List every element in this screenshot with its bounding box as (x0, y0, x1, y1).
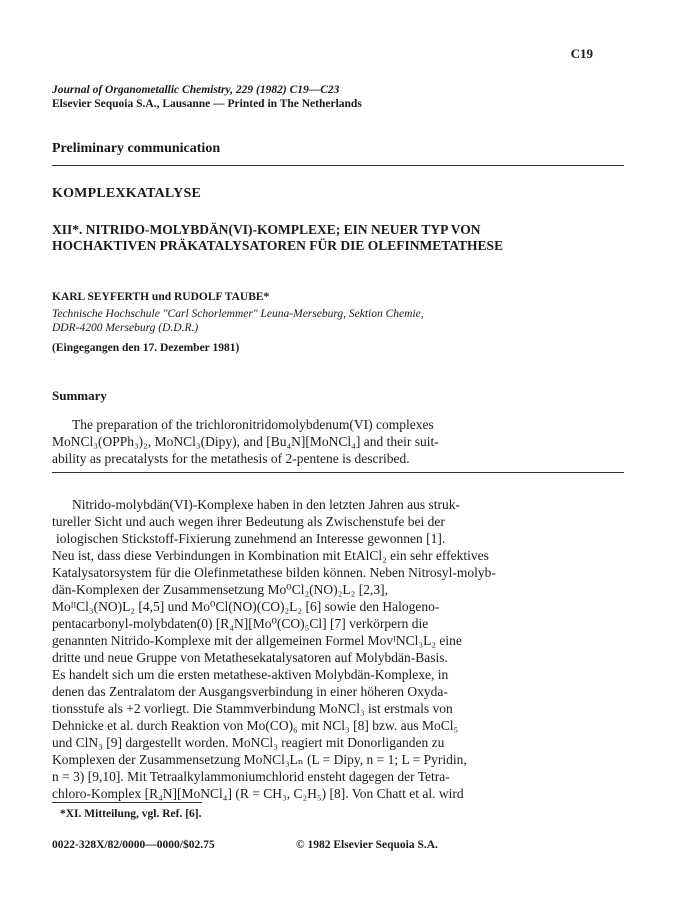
footnote-rule (52, 802, 202, 803)
affiliation-line: Technische Hochschule "Carl Schorlemmer" Leuna-Merseburg, Sektion Chemie, (52, 308, 424, 320)
body-line: chloro-Komplex [R₄N][MoNCl₄] (R = CH₃, C₂H₅) [8]. Von Chatt et al. wird (52, 786, 464, 801)
body-line: Katalysatorsystem für die Olefinmetathese bilden können. Neben Nitrosyl-molyb- (52, 565, 496, 580)
body-line: Neu ist, dass diese Verbindungen in Kombination mit EtAlCl₂ ein sehr effektives (52, 548, 489, 563)
body-line: tureller Sicht und auch wegen ihrer Bedeutung als Zwischenstufe bei der (52, 514, 445, 529)
body-line: Es handelt sich um die ersten metathese-aktiven Molybdän-Komplexe, in (52, 667, 449, 682)
series-title: KOMPLEXKATALYSE (52, 186, 201, 201)
body-line: n = 3) [9,10]. Mit Tetraalkylammoniumchlorid ensteht dagegen der Tetra- (52, 769, 450, 784)
divider-top (52, 165, 624, 166)
body-line: tionsstufe als +2 vorliegt. Die Stammverbindung MoNCl₃ ist erstmals von (52, 701, 453, 716)
body-line: Nitrido-molybdän(VI)-Komplexe haben in den letzten Jahren aus struk- (72, 497, 461, 512)
divider-summary (52, 472, 624, 473)
authors: KARL SEYFERTH und RUDOLF TAUBE* (52, 291, 270, 303)
received-date: (Eingegangen den 17. Dezember 1981) (52, 342, 240, 354)
affiliation-line: DDR-4200 Merseburg (D.D.R.) (52, 322, 199, 334)
body-line: dän-Komplexen der Zusammensetzung Mo⁰Cl₂(NO)₂L₂ [2,3], (52, 582, 388, 597)
summary-line: The preparation of the trichloronitridomolybdenum(VI) complexes (72, 417, 434, 432)
body-line: Dehnicke et al. durch Reaktion von Mo(CO)₆ mit NCl₃ [8] bzw. aus MoCl₅ (52, 718, 459, 733)
body-line: denen das Zentralatom der Ausgangsverbindung in einer höheren Oxyda- (52, 684, 448, 699)
title-line: HOCHAKTIVEN PRÄKATALYSATOREN FÜR DIE OLEFINMETATHESE (52, 238, 504, 253)
body-line: und ClN₃ [9] dargestellt worden. MoNCl₃ reagiert mit Donorliganden zu (52, 735, 445, 750)
body-line: genannten Nitrido-Komplexe mit der allgemeinen Formel MoᴠᴵNCl₃L₂ eine (52, 633, 462, 648)
body-line: Komplexen der Zusammensetzung MoNCl₃Lₙ (L = Dipy, n = 1; L = Pyridin, (52, 752, 467, 767)
body-line: pentacarbonyl-molybdaten(0) [R₄N][Mo⁰(CO)₅Cl] [7] verkörpern die (52, 616, 429, 631)
body-line: iologischen Stickstoff-Fixierung zunehmend an Interesse gewonnen [1]. (56, 531, 446, 546)
summary-line: ability as precatalysts for the metathesis of 2-pentene is described. (52, 451, 410, 466)
body-line: MoᴵᴵCl₃(NO)L₂ [4,5] und Mo⁰Cl(NO)(CO)₂L₂ [6] sowie den Halogeno- (52, 599, 440, 614)
copyright-notice: © 1982 Elsevier Sequoia S.A. (296, 839, 438, 851)
summary-heading: Summary (52, 388, 107, 403)
summary-line: MoNCl₃(OPPh₃)₂, MoNCl₃(Dipy), and [Bu₄N][MoNCl₄] and their suit- (52, 434, 439, 449)
journal-citation: Journal of Organometallic Chemistry, 229 (1982) C19—C23 (52, 84, 340, 96)
section-label: Preliminary communication (52, 141, 221, 156)
footnote: *XI. Mitteilung, vgl. Ref. [6]. (60, 808, 202, 820)
title-line: XII*. NITRIDO-MOLYBDÄN(VI)-KOMPLEXE; EIN NEUER TYP VON (52, 222, 481, 237)
page-number: C19 (570, 46, 593, 61)
article-code: 0022-328X/82/0000—0000/$02.75 (52, 839, 215, 851)
body-line: dritte und neue Gruppe von Metathesekatalysatoren auf Molybdän-Basis. (52, 650, 448, 665)
publisher-line: Elsevier Sequoia S.A., Lausanne — Printed in The Netherlands (52, 98, 362, 110)
